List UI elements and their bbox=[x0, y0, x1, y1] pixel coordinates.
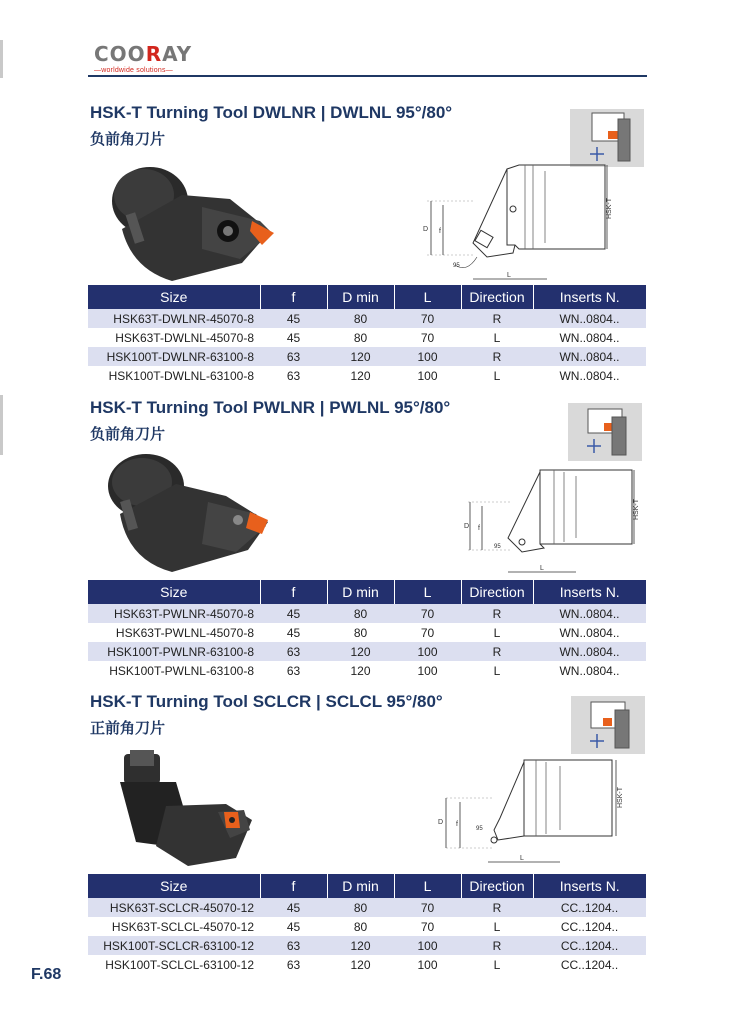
col-header-dmin: D min bbox=[327, 285, 394, 309]
cell-dmin: 80 bbox=[327, 309, 394, 328]
table-row bbox=[88, 623, 646, 642]
cell-l: 100 bbox=[394, 642, 461, 661]
table-header-row bbox=[88, 874, 646, 898]
spec-table-pwlnr bbox=[88, 580, 646, 680]
cell-insert: WN..0804.. bbox=[559, 625, 620, 640]
cell-insert: CC..1204.. bbox=[533, 898, 646, 917]
dim-label-d: D bbox=[438, 819, 444, 826]
col-header-size: Size bbox=[88, 285, 260, 309]
cell-direction: R bbox=[461, 604, 533, 623]
cell-f: 63 bbox=[260, 936, 327, 955]
cell-direction: R bbox=[461, 309, 533, 328]
col-header-dmin: D min bbox=[327, 580, 394, 604]
dim-label-angle: 95 bbox=[494, 544, 501, 550]
section-subtitle: 负前角刀片 bbox=[90, 131, 166, 148]
section-title: HSK-T Turning Tool DWLNR | DWLNL 95°/80° bbox=[90, 103, 453, 122]
orientation-thumbnail bbox=[570, 109, 644, 167]
cell-f: 63 bbox=[286, 368, 301, 383]
tool-photo-dwlnr bbox=[102, 159, 282, 285]
cell-dmin: 80 bbox=[353, 625, 368, 640]
brand-logo bbox=[94, 44, 202, 78]
dim-label-d: D bbox=[464, 523, 470, 530]
cell-insert: WN..0804.. bbox=[533, 642, 646, 661]
cell-l: 100 bbox=[417, 368, 438, 383]
cell-size: HSK100T-SCLCL-63100-12 bbox=[105, 957, 254, 972]
cell-dmin: 120 bbox=[350, 663, 371, 678]
cell-insert: WN..0804.. bbox=[533, 604, 646, 623]
cell-l: 70 bbox=[420, 330, 435, 345]
cell-f: 45 bbox=[260, 898, 327, 917]
section-subtitle: 正前角刀片 bbox=[90, 720, 166, 737]
table-row bbox=[88, 366, 646, 385]
dim-label-f: f bbox=[478, 525, 480, 532]
cell-size: HSK100T-PWLNL-63100-8 bbox=[109, 663, 254, 678]
cell-size: HSK63T-DWLNL-45070-8 bbox=[115, 330, 254, 345]
cell-dmin: 80 bbox=[327, 604, 394, 623]
col-header-direction: Direction bbox=[461, 874, 533, 898]
cell-dmin: 120 bbox=[327, 936, 394, 955]
cell-size: HSK63T-SCLCR-45070-12 bbox=[88, 898, 260, 917]
cell-f: 63 bbox=[286, 663, 301, 678]
cell-insert: CC..1204.. bbox=[560, 919, 619, 934]
col-header-inserts: Inserts N. bbox=[533, 580, 646, 604]
cell-direction: L bbox=[493, 957, 501, 972]
cell-l: 70 bbox=[394, 898, 461, 917]
dim-label-angle: 95 bbox=[476, 826, 483, 832]
table-row bbox=[88, 328, 646, 347]
table-row bbox=[88, 898, 646, 917]
cell-f: 45 bbox=[286, 625, 301, 640]
table-row bbox=[88, 642, 646, 661]
cell-l: 70 bbox=[420, 919, 435, 934]
spec-table-sclcr bbox=[88, 874, 646, 974]
dim-label-angle: 95 bbox=[453, 263, 460, 269]
cell-size: HSK63T-SCLCL-45070-12 bbox=[111, 919, 254, 934]
dim-label-f: f bbox=[456, 821, 458, 828]
cell-dmin: 120 bbox=[350, 368, 371, 383]
col-header-inserts: Inserts N. bbox=[533, 285, 646, 309]
cell-direction: L bbox=[493, 368, 501, 383]
cell-l: 100 bbox=[417, 663, 438, 678]
cell-size: HSK63T-DWLNR-45070-8 bbox=[88, 309, 260, 328]
cell-dmin: 80 bbox=[327, 898, 394, 917]
cell-dmin: 80 bbox=[353, 919, 368, 934]
cell-size: HSK63T-PWLNL-45070-8 bbox=[115, 625, 254, 640]
cell-insert: WN..0804.. bbox=[559, 368, 620, 383]
table-row bbox=[88, 347, 646, 366]
cell-f: 63 bbox=[260, 642, 327, 661]
cell-l: 70 bbox=[394, 309, 461, 328]
section-subtitle: 负前角刀片 bbox=[90, 426, 166, 443]
cell-insert: WN..0804.. bbox=[533, 309, 646, 328]
cell-size: HSK63T-PWLNR-45070-8 bbox=[88, 604, 260, 623]
cell-direction: R bbox=[461, 898, 533, 917]
cell-f: 45 bbox=[286, 919, 301, 934]
cell-f: 45 bbox=[260, 604, 327, 623]
cell-direction: L bbox=[493, 330, 501, 345]
page-edge-mark bbox=[0, 40, 3, 78]
dim-label-hsk: HSK-T bbox=[617, 787, 624, 808]
cell-l: 70 bbox=[394, 604, 461, 623]
table-row bbox=[88, 917, 646, 936]
dim-label-l: L bbox=[540, 565, 544, 572]
cell-insert: WN..0804.. bbox=[559, 330, 620, 345]
dim-label-hsk: HSK-T bbox=[633, 499, 640, 520]
cell-size: HSK100T-DWLNR-63100-8 bbox=[88, 347, 260, 366]
cell-l: 100 bbox=[417, 957, 438, 972]
brand-name: COORAY bbox=[94, 42, 193, 66]
tool-photo-pwlnr bbox=[98, 448, 278, 578]
cell-dmin: 120 bbox=[327, 642, 394, 661]
cell-direction: L bbox=[493, 663, 501, 678]
cell-insert: CC..1204.. bbox=[533, 936, 646, 955]
table-header-row bbox=[88, 285, 646, 309]
table-row bbox=[88, 604, 646, 623]
col-header-inserts: Inserts N. bbox=[533, 874, 646, 898]
dim-label-l: L bbox=[520, 855, 524, 862]
cell-f: 63 bbox=[286, 957, 301, 972]
cell-dmin: 120 bbox=[350, 957, 371, 972]
orientation-thumbnail bbox=[568, 403, 642, 461]
page-number: F.68 bbox=[31, 966, 62, 983]
technical-drawing-dwlnr bbox=[415, 161, 615, 285]
cell-insert: WN..0804.. bbox=[533, 347, 646, 366]
orientation-thumbnail bbox=[571, 696, 645, 754]
col-header-size: Size bbox=[88, 580, 260, 604]
dim-label-d: D bbox=[423, 226, 429, 233]
cell-f: 63 bbox=[260, 347, 327, 366]
col-header-dmin: D min bbox=[327, 874, 394, 898]
cell-direction: L bbox=[493, 919, 501, 934]
section-title: HSK-T Turning Tool SCLCR | SCLCL 95°/80° bbox=[90, 692, 443, 711]
col-header-f: f bbox=[260, 580, 327, 604]
cell-size: HSK100T-PWLNR-63100-8 bbox=[88, 642, 260, 661]
col-header-l: L bbox=[394, 285, 461, 309]
cell-direction: L bbox=[493, 625, 501, 640]
col-header-f: f bbox=[260, 874, 327, 898]
tool-photo-sclcr bbox=[106, 746, 266, 872]
cell-l: 70 bbox=[420, 625, 435, 640]
col-header-f: f bbox=[260, 285, 327, 309]
cell-insert: WN..0804.. bbox=[559, 663, 620, 678]
col-header-direction: Direction bbox=[461, 580, 533, 604]
technical-drawing-pwlnr bbox=[460, 466, 640, 578]
cell-direction: R bbox=[461, 936, 533, 955]
col-header-size: Size bbox=[88, 874, 260, 898]
cell-direction: R bbox=[461, 347, 533, 366]
cell-size: HSK100T-DWLNL-63100-8 bbox=[108, 368, 254, 383]
cell-size: HSK100T-SCLCR-63100-12 bbox=[88, 936, 260, 955]
page-edge-mark bbox=[0, 395, 3, 455]
col-header-l: L bbox=[394, 580, 461, 604]
table-row bbox=[88, 936, 646, 955]
cell-direction: R bbox=[461, 642, 533, 661]
table-header-row bbox=[88, 580, 646, 604]
table-row bbox=[88, 955, 646, 974]
cell-l: 100 bbox=[394, 936, 461, 955]
cell-f: 45 bbox=[286, 330, 301, 345]
table-row bbox=[88, 661, 646, 680]
dim-label-f: f bbox=[439, 228, 441, 235]
technical-drawing-sclcr bbox=[432, 758, 632, 866]
dim-label-hsk: HSK-T bbox=[606, 198, 613, 219]
col-header-direction: Direction bbox=[461, 285, 533, 309]
spec-table-dwlnr bbox=[88, 285, 646, 385]
cell-dmin: 80 bbox=[353, 330, 368, 345]
cell-l: 100 bbox=[394, 347, 461, 366]
col-header-l: L bbox=[394, 874, 461, 898]
dim-label-l: L bbox=[507, 272, 511, 279]
cell-dmin: 120 bbox=[327, 347, 394, 366]
section-title: HSK-T Turning Tool PWLNR | PWLNL 95°/80° bbox=[90, 398, 451, 417]
table-row bbox=[88, 309, 646, 328]
brand-tagline: —worldwide solutions— bbox=[94, 67, 173, 74]
cell-f: 45 bbox=[260, 309, 327, 328]
header-rule bbox=[88, 75, 647, 77]
cell-insert: CC..1204.. bbox=[560, 957, 619, 972]
